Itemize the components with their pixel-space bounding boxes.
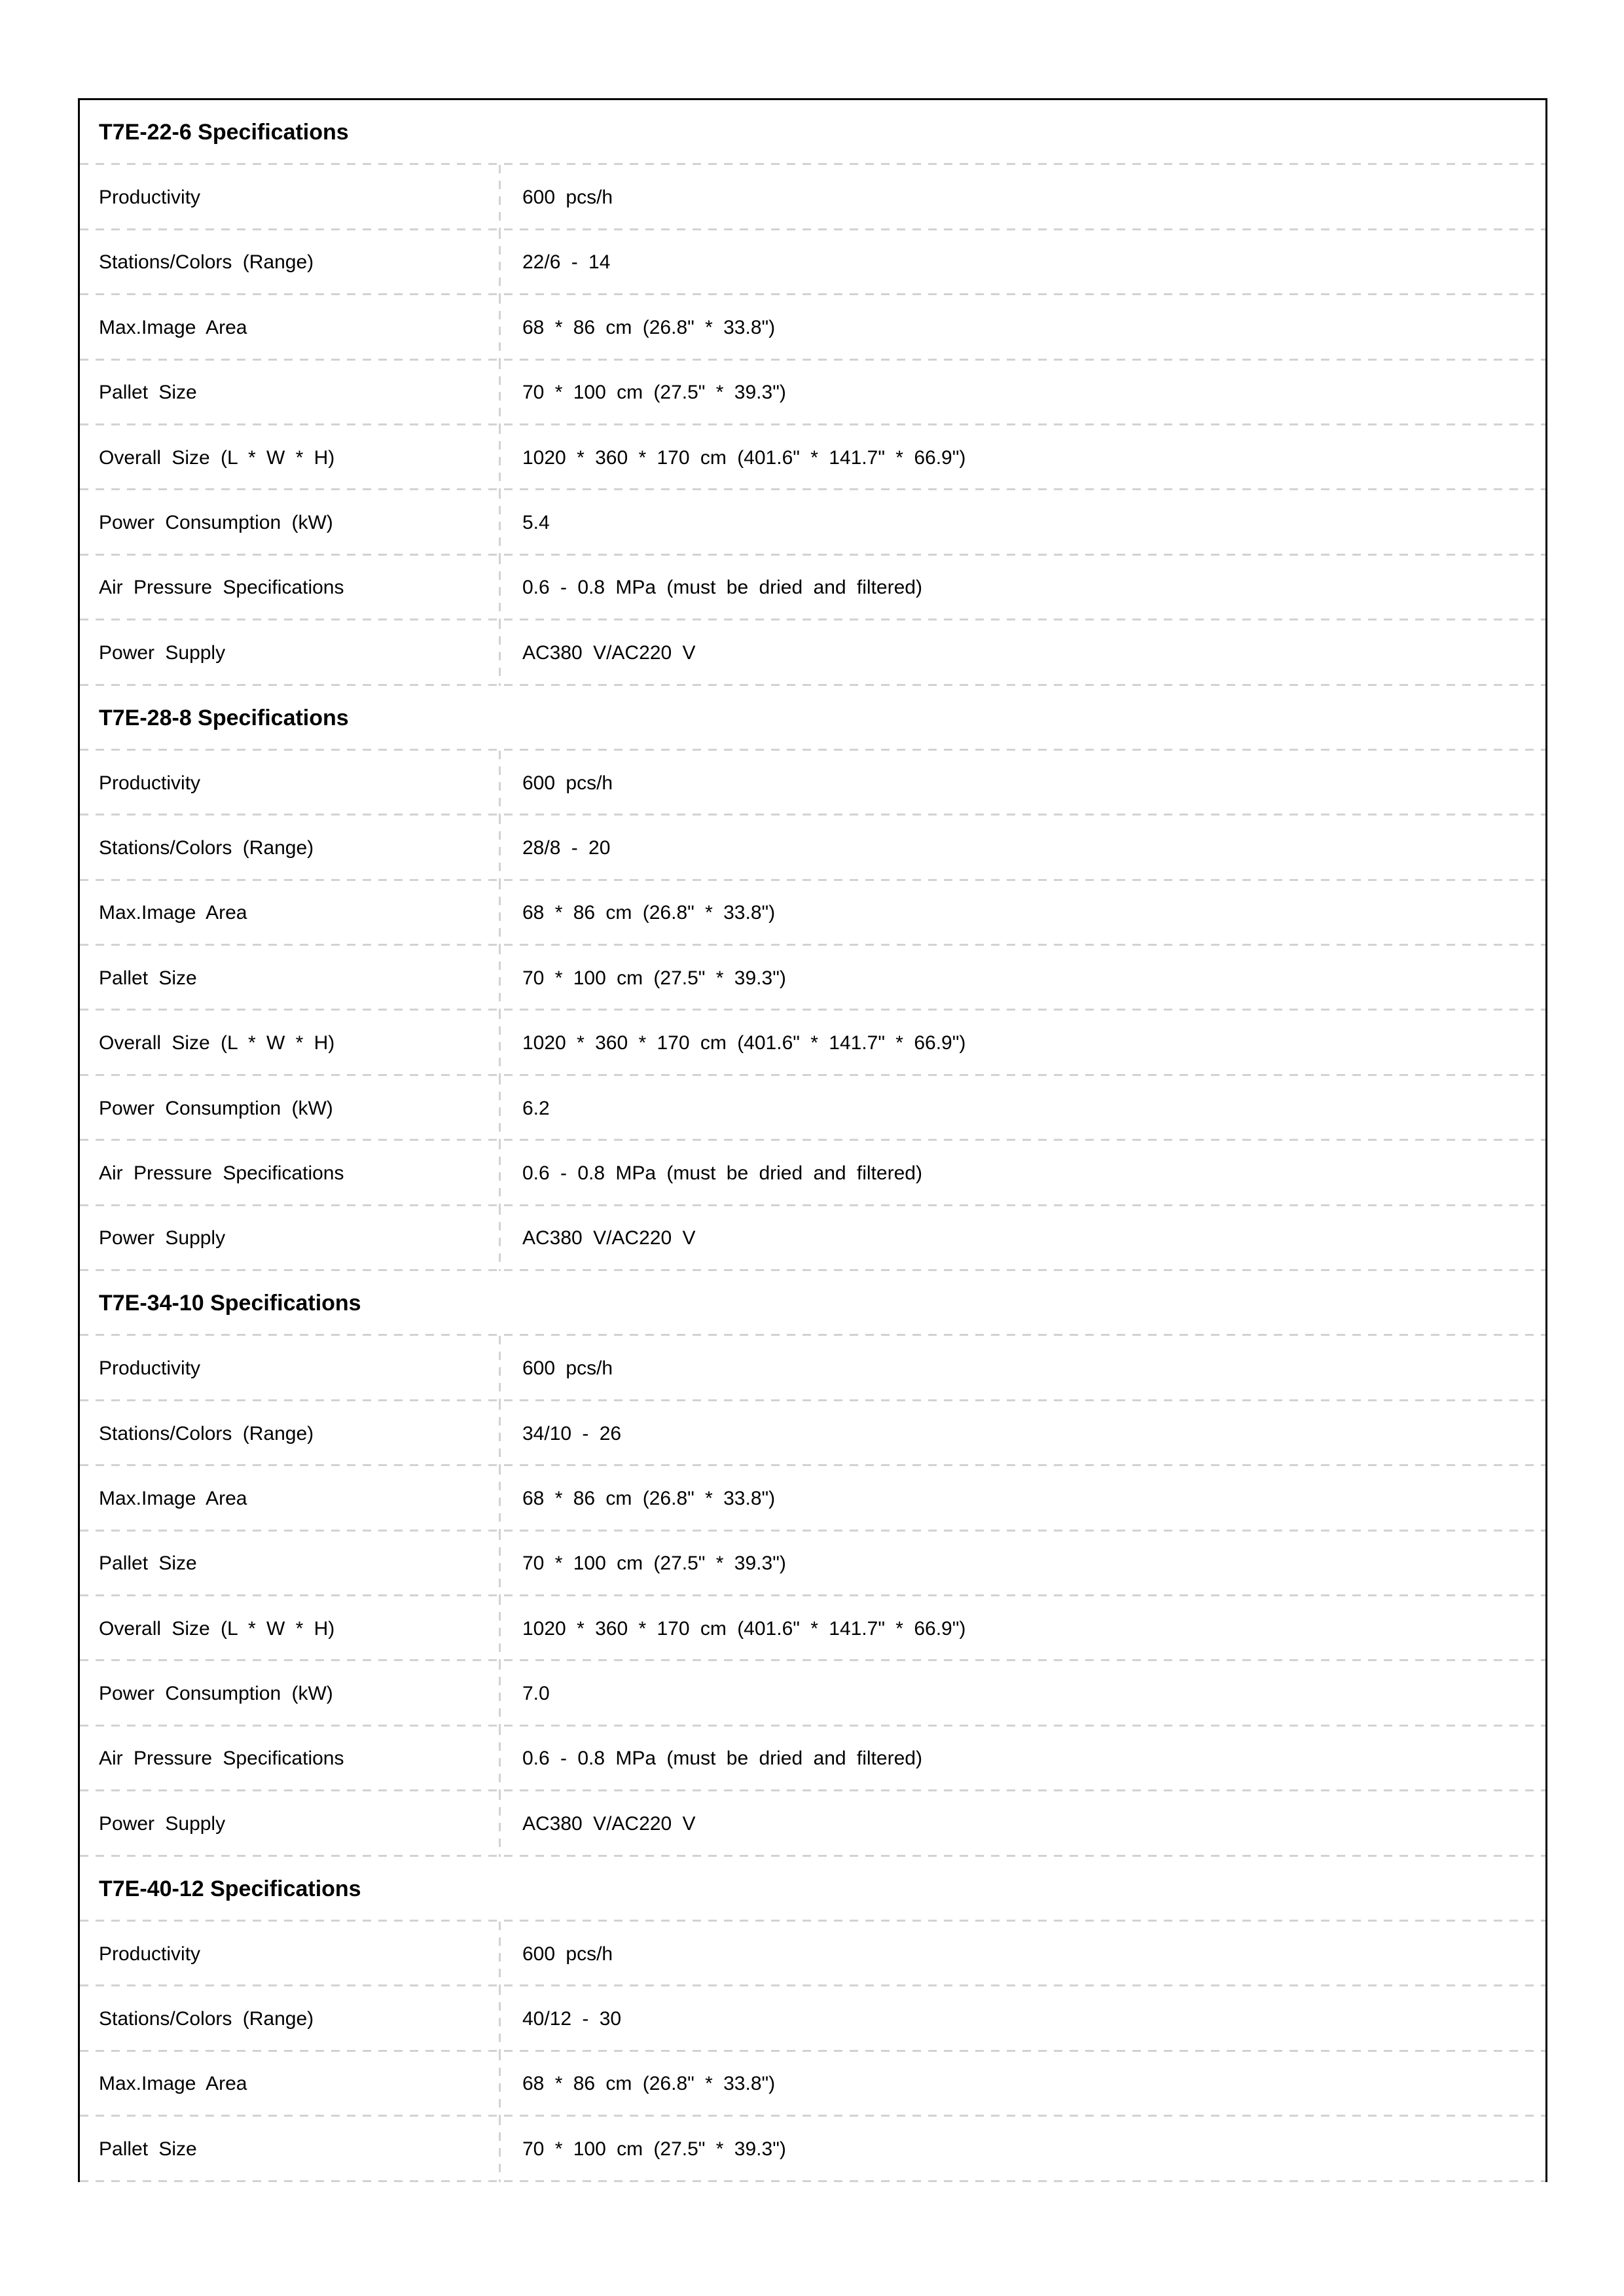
spec-value: 40/12 - 30 bbox=[522, 2008, 622, 2030]
section-header-row bbox=[80, 1271, 1545, 1336]
spec-value: 1020 * 360 * 170 cm (401.6" * 141.7" * 66.9") bbox=[522, 1617, 966, 1640]
table-row bbox=[80, 556, 1545, 620]
table-row bbox=[80, 1532, 1545, 1596]
table-row bbox=[80, 1336, 1545, 1401]
spec-label: Stations/Colors (Range) bbox=[99, 836, 314, 859]
spec-label: Air Pressure Specifications bbox=[99, 577, 344, 599]
spec-value: 600 pcs/h bbox=[522, 1357, 613, 1380]
spec-value: 68 * 86 cm (26.8" * 33.8") bbox=[522, 1487, 776, 1509]
spec-value: 600 pcs/h bbox=[522, 772, 613, 794]
spec-label: Power Supply bbox=[99, 641, 226, 664]
spec-value: 0.6 - 0.8 MPa (must be dried and filtered) bbox=[522, 1162, 922, 1184]
spec-label: Power Supply bbox=[99, 1227, 226, 1249]
table-row bbox=[80, 1466, 1545, 1531]
spec-label: Productivity bbox=[99, 1357, 201, 1380]
spec-label: Productivity bbox=[99, 187, 201, 209]
section-header-row bbox=[80, 1857, 1545, 1922]
section-title: T7E-22-6 Specifications bbox=[99, 120, 349, 145]
spec-label: Max.Image Area bbox=[99, 1487, 247, 1509]
table-row bbox=[80, 946, 1545, 1011]
spec-value: 600 pcs/h bbox=[522, 1943, 613, 1965]
spec-value: 68 * 86 cm (26.8" * 33.8") bbox=[522, 316, 776, 338]
spec-value: 5.4 bbox=[522, 512, 550, 534]
section-header-row bbox=[80, 686, 1545, 751]
spec-label: Air Pressure Specifications bbox=[99, 1748, 344, 1770]
spec-label: Productivity bbox=[99, 772, 201, 794]
section-header-row bbox=[80, 100, 1545, 165]
table-row bbox=[80, 2052, 1545, 2117]
spec-label: Overall Size (L * W * H) bbox=[99, 1617, 335, 1640]
spec-label: Pallet Size bbox=[99, 967, 197, 989]
table-row bbox=[80, 881, 1545, 946]
spec-label: Pallet Size bbox=[99, 382, 197, 404]
spec-value: 6.2 bbox=[522, 1097, 550, 1119]
table-row bbox=[80, 1011, 1545, 1075]
table-row bbox=[80, 1076, 1545, 1141]
spec-value: 1020 * 360 * 170 cm (401.6" * 141.7" * 66.9") bbox=[522, 446, 966, 469]
spec-value: 0.6 - 0.8 MPa (must be dried and filtered) bbox=[522, 577, 922, 599]
table-row bbox=[80, 295, 1545, 360]
section-title: T7E-40-12 Specifications bbox=[99, 1876, 361, 1901]
spec-label: Max.Image Area bbox=[99, 902, 247, 924]
table-row bbox=[80, 1661, 1545, 1726]
table-row bbox=[80, 1986, 1545, 2051]
spec-value: 7.0 bbox=[522, 1683, 550, 1705]
table-row bbox=[80, 425, 1545, 490]
table-row bbox=[80, 751, 1545, 816]
section-title: T7E-28-8 Specifications bbox=[99, 705, 349, 730]
spec-value: 28/8 - 20 bbox=[522, 836, 611, 859]
table-row bbox=[80, 1596, 1545, 1661]
spec-value: 68 * 86 cm (26.8" * 33.8") bbox=[522, 902, 776, 924]
spec-value: 70 * 100 cm (27.5" * 39.3") bbox=[522, 1552, 786, 1575]
table-row bbox=[80, 620, 1545, 685]
spec-value: 68 * 86 cm (26.8" * 33.8") bbox=[522, 2073, 776, 2095]
table-row bbox=[80, 1727, 1545, 1791]
table-row bbox=[80, 1401, 1545, 1466]
spec-value: 70 * 100 cm (27.5" * 39.3") bbox=[522, 2138, 786, 2160]
section-title: T7E-34-10 Specifications bbox=[99, 1291, 361, 1316]
spec-label: Overall Size (L * W * H) bbox=[99, 446, 335, 469]
spec-label: Power Consumption (kW) bbox=[99, 1097, 333, 1119]
spec-label: Productivity bbox=[99, 1943, 201, 1965]
specifications-table bbox=[78, 98, 1547, 2182]
spec-value: 70 * 100 cm (27.5" * 39.3") bbox=[522, 382, 786, 404]
table-row bbox=[80, 2117, 1545, 2181]
spec-value: AC380 V/AC220 V bbox=[522, 1812, 696, 1835]
spec-value: 34/10 - 26 bbox=[522, 1422, 622, 1444]
spec-label: Power Consumption (kW) bbox=[99, 512, 333, 534]
spec-label: Max.Image Area bbox=[99, 2073, 247, 2095]
table-row bbox=[80, 490, 1545, 555]
spec-label: Overall Size (L * W * H) bbox=[99, 1032, 335, 1054]
table-row bbox=[80, 1791, 1545, 1856]
spec-label: Power Consumption (kW) bbox=[99, 1683, 333, 1705]
table-row bbox=[80, 1922, 1545, 1986]
table-row bbox=[80, 816, 1545, 880]
table-row bbox=[80, 230, 1545, 295]
table-row bbox=[80, 1141, 1545, 1206]
spec-value: 600 pcs/h bbox=[522, 187, 613, 209]
spec-value: 22/6 - 14 bbox=[522, 251, 611, 274]
spec-label: Air Pressure Specifications bbox=[99, 1162, 344, 1184]
table-row bbox=[80, 361, 1545, 425]
spec-value: AC380 V/AC220 V bbox=[522, 1227, 696, 1249]
spec-label: Stations/Colors (Range) bbox=[99, 251, 314, 274]
spec-value: AC380 V/AC220 V bbox=[522, 641, 696, 664]
spec-label: Pallet Size bbox=[99, 2138, 197, 2160]
table-row bbox=[80, 1206, 1545, 1271]
spec-value: 0.6 - 0.8 MPa (must be dried and filtered) bbox=[522, 1748, 922, 1770]
spec-value: 70 * 100 cm (27.5" * 39.3") bbox=[522, 967, 786, 989]
table-row bbox=[80, 165, 1545, 230]
spec-label: Power Supply bbox=[99, 1812, 226, 1835]
spec-label: Stations/Colors (Range) bbox=[99, 1422, 314, 1444]
spec-label: Stations/Colors (Range) bbox=[99, 2008, 314, 2030]
spec-value: 1020 * 360 * 170 cm (401.6" * 141.7" * 66.9") bbox=[522, 1032, 966, 1054]
spec-label: Pallet Size bbox=[99, 1552, 197, 1575]
spec-label: Max.Image Area bbox=[99, 316, 247, 338]
